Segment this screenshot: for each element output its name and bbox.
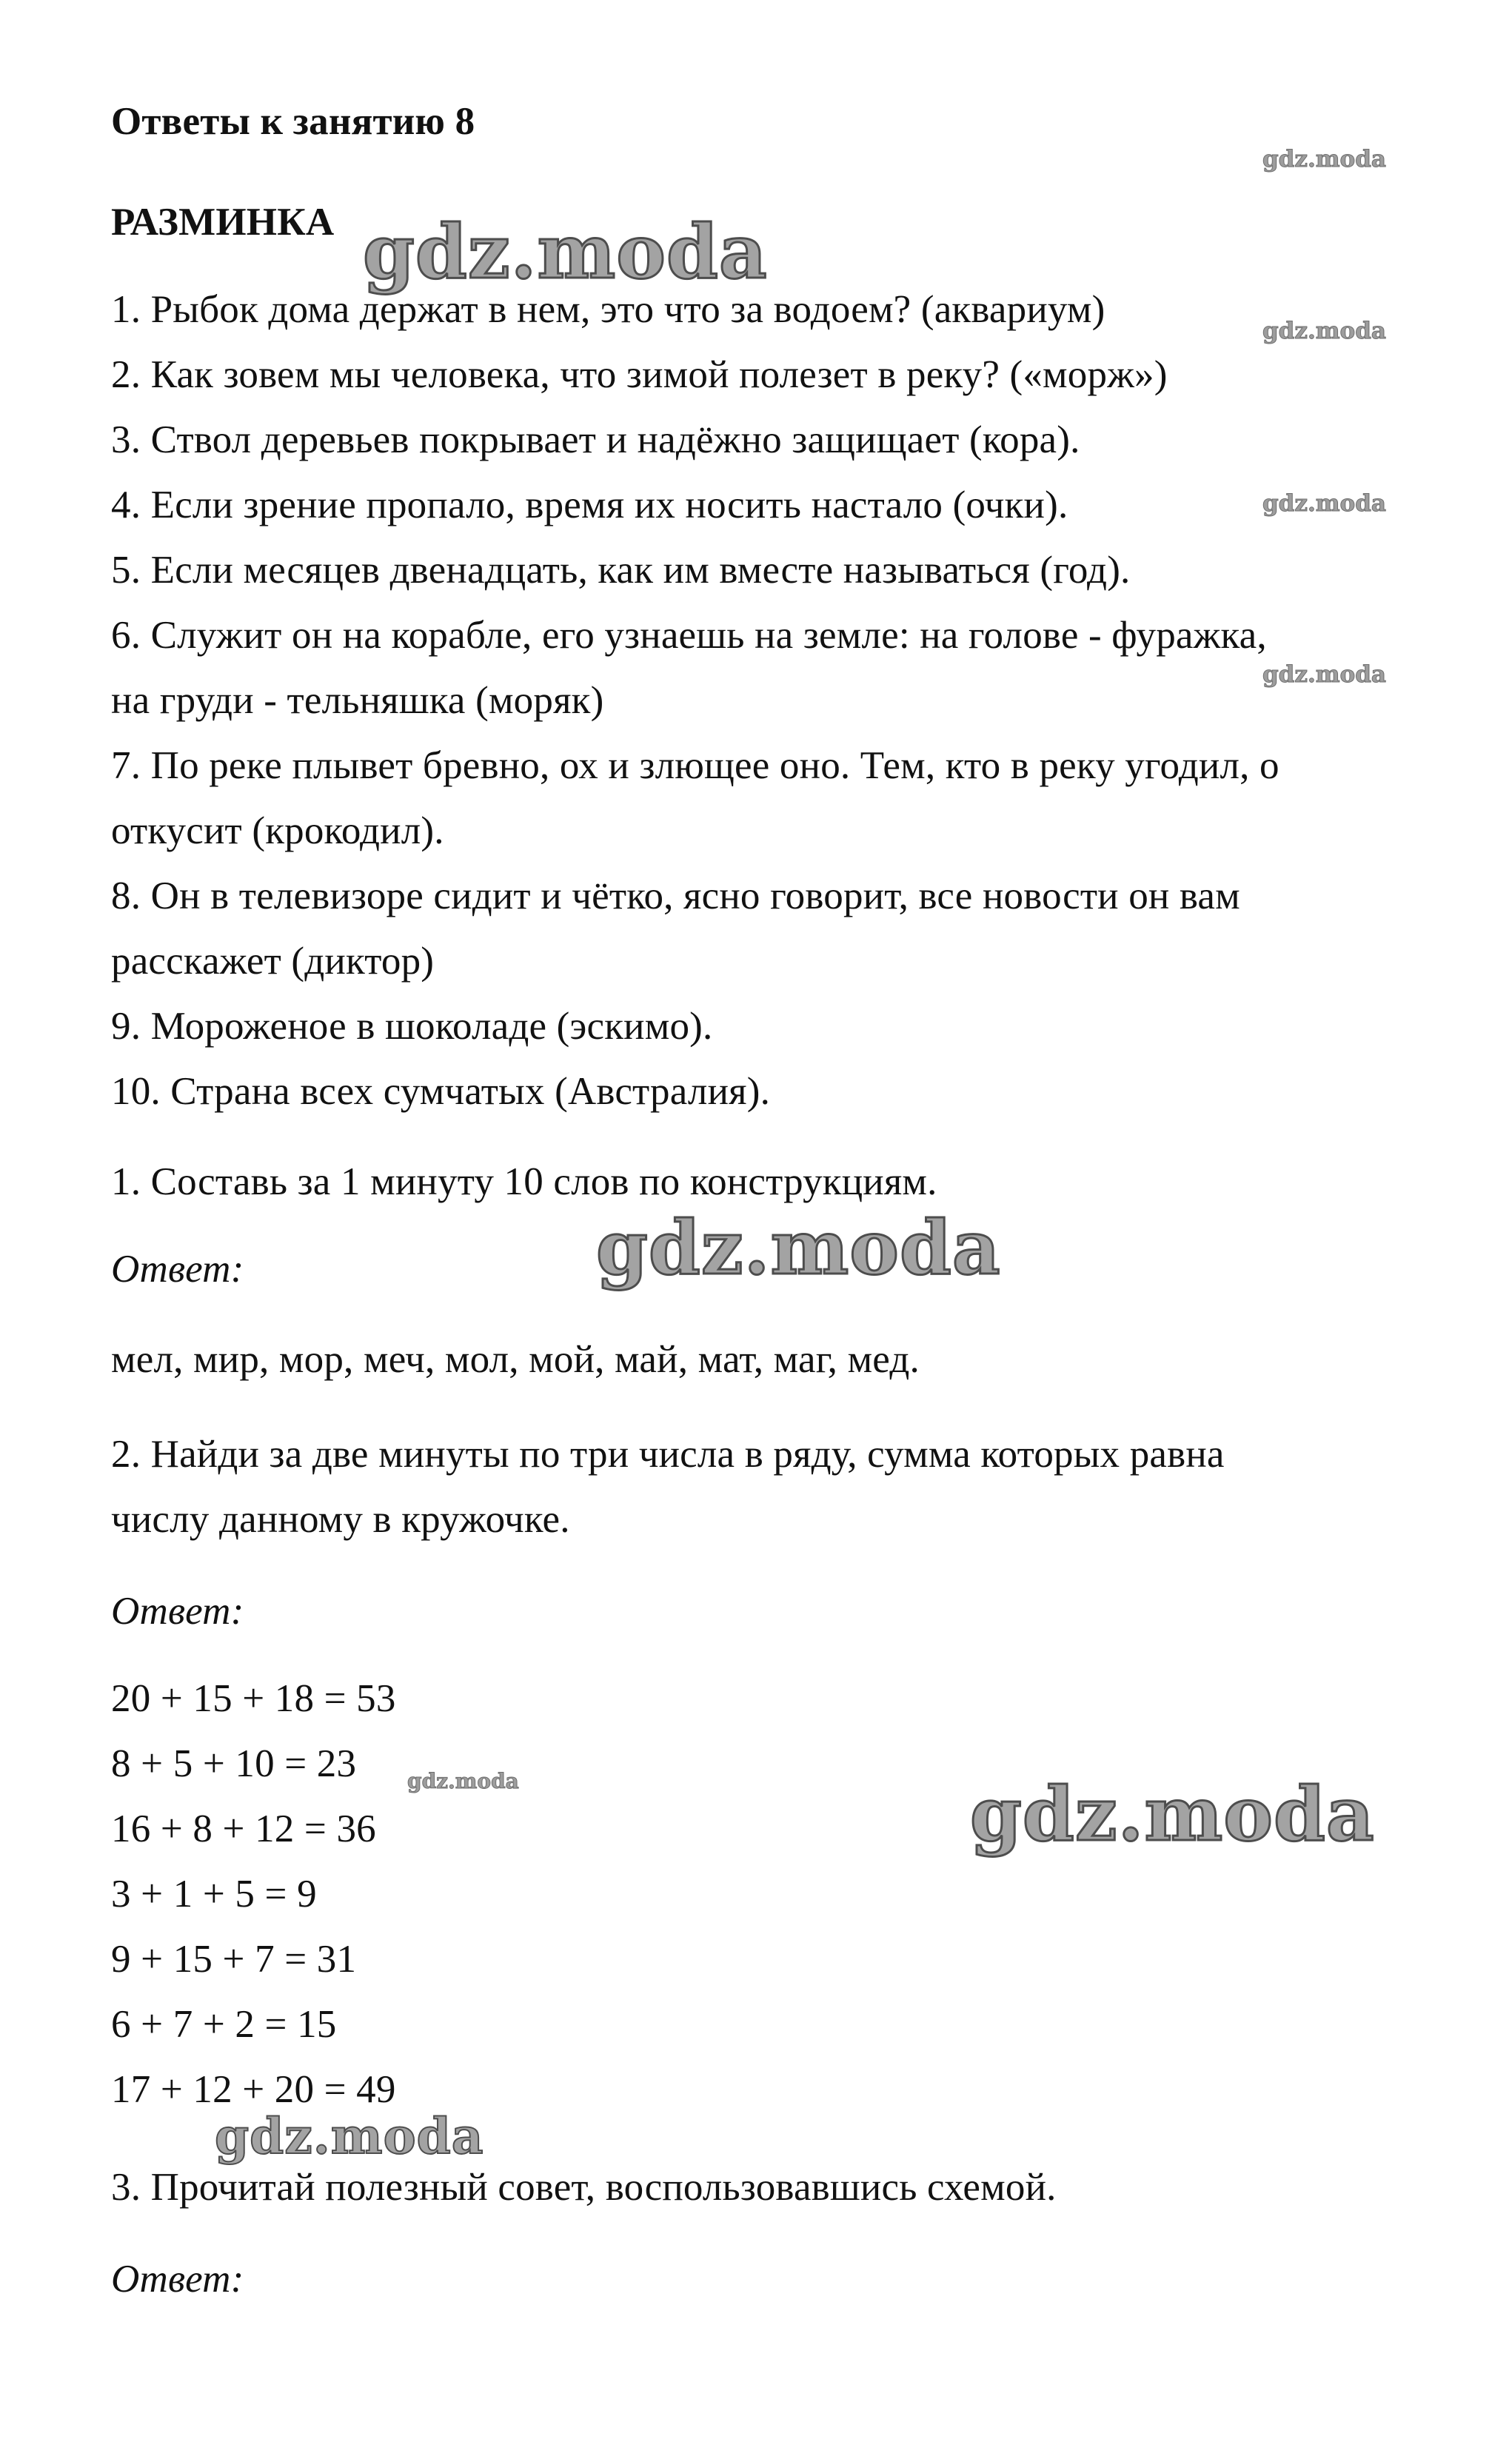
watermark-logo: gdz.moda	[596, 1204, 1001, 1291]
warmup-item: 3. Ствол деревьев покрывает и надёжно защищает (кора).	[111, 418, 1080, 461]
equation-line: 3 + 1 + 5 = 9	[111, 1873, 317, 1916]
task2-question-continuation: числу данному в кружочке.	[111, 1498, 570, 1541]
page-title: Ответы к занятию 8	[111, 100, 475, 143]
equation-line: 6 + 7 + 2 = 15	[111, 2003, 337, 2046]
watermark-logo: gdz.moda	[363, 208, 768, 295]
task2-answer-label: Ответ:	[111, 1590, 244, 1633]
equation-line: 16 + 8 + 12 = 36	[111, 1807, 376, 1850]
watermark-logo: gdz.moda	[970, 1770, 1375, 1858]
equation-line: 20 + 15 + 18 = 53	[111, 1677, 396, 1720]
task1-answer: мел, мир, мор, меч, мол, мой, май, мат, маг, мед.	[111, 1338, 920, 1381]
warmup-item-continuation: откусит (крокодил).	[111, 809, 444, 852]
task3-answer-label: Ответ:	[111, 2258, 244, 2301]
warmup-item: 8. Он в телевизоре сидит и чётко, ясно говорит, все новости он вам	[111, 874, 1240, 917]
watermark-small: gdz.moda	[407, 1769, 519, 1793]
equation-line: 8 + 5 + 10 = 23	[111, 1742, 357, 1785]
warmup-item: 10. Страна всех сумчатых (Австралия).	[111, 1070, 771, 1113]
watermark-small: gdz.moda	[1262, 146, 1386, 173]
section-heading-warmup: РАЗМИНКА	[111, 201, 335, 244]
watermark-small: gdz.moda	[1262, 490, 1386, 517]
task1-answer-label: Ответ:	[111, 1248, 244, 1291]
warmup-item: 6. Служит он на корабле, его узнаешь на земле: на голове - фуражка,	[111, 614, 1267, 657]
warmup-item: 2. Как зовем мы человека, что зимой полезет в реку? («морж»)	[111, 353, 1168, 396]
warmup-item: 1. Рыбок дома держат в нем, это что за водоем? (аквариум)	[111, 288, 1105, 331]
warmup-item: 7. По реке плывет бревно, ох и злющее оно. Тем, кто в реку угодил, о	[111, 744, 1279, 787]
task2-question: 2. Найди за две минуты по три числа в ряду, сумма которых равна	[111, 1433, 1225, 1476]
warmup-item-continuation: на груди - тельняшка (моряк)	[111, 679, 604, 722]
warmup-item: 9. Мороженое в шоколаде (эскимо).	[111, 1005, 713, 1048]
warmup-item: 5. Если месяцев двенадцать, как им вместе называться (год).	[111, 549, 1131, 592]
watermark-small: gdz.moda	[1262, 318, 1386, 344]
equation-line: 9 + 15 + 7 = 31	[111, 1938, 357, 1981]
warmup-item: 4. Если зрение пропало, время их носить настало (очки).	[111, 484, 1068, 526]
task3-question: 3. Прочитай полезный совет, воспользовавшись схемой.	[111, 2166, 1057, 2209]
watermark-small: gdz.moda	[1262, 661, 1386, 688]
equation-line: 17 + 12 + 20 = 49	[111, 2068, 396, 2111]
task1-question: 1. Составь за 1 минуту 10 слов по конструкциям.	[111, 1160, 937, 1203]
watermark-logo: gdz.moda	[215, 2107, 484, 2165]
warmup-item-continuation: расскажет (диктор)	[111, 940, 435, 983]
